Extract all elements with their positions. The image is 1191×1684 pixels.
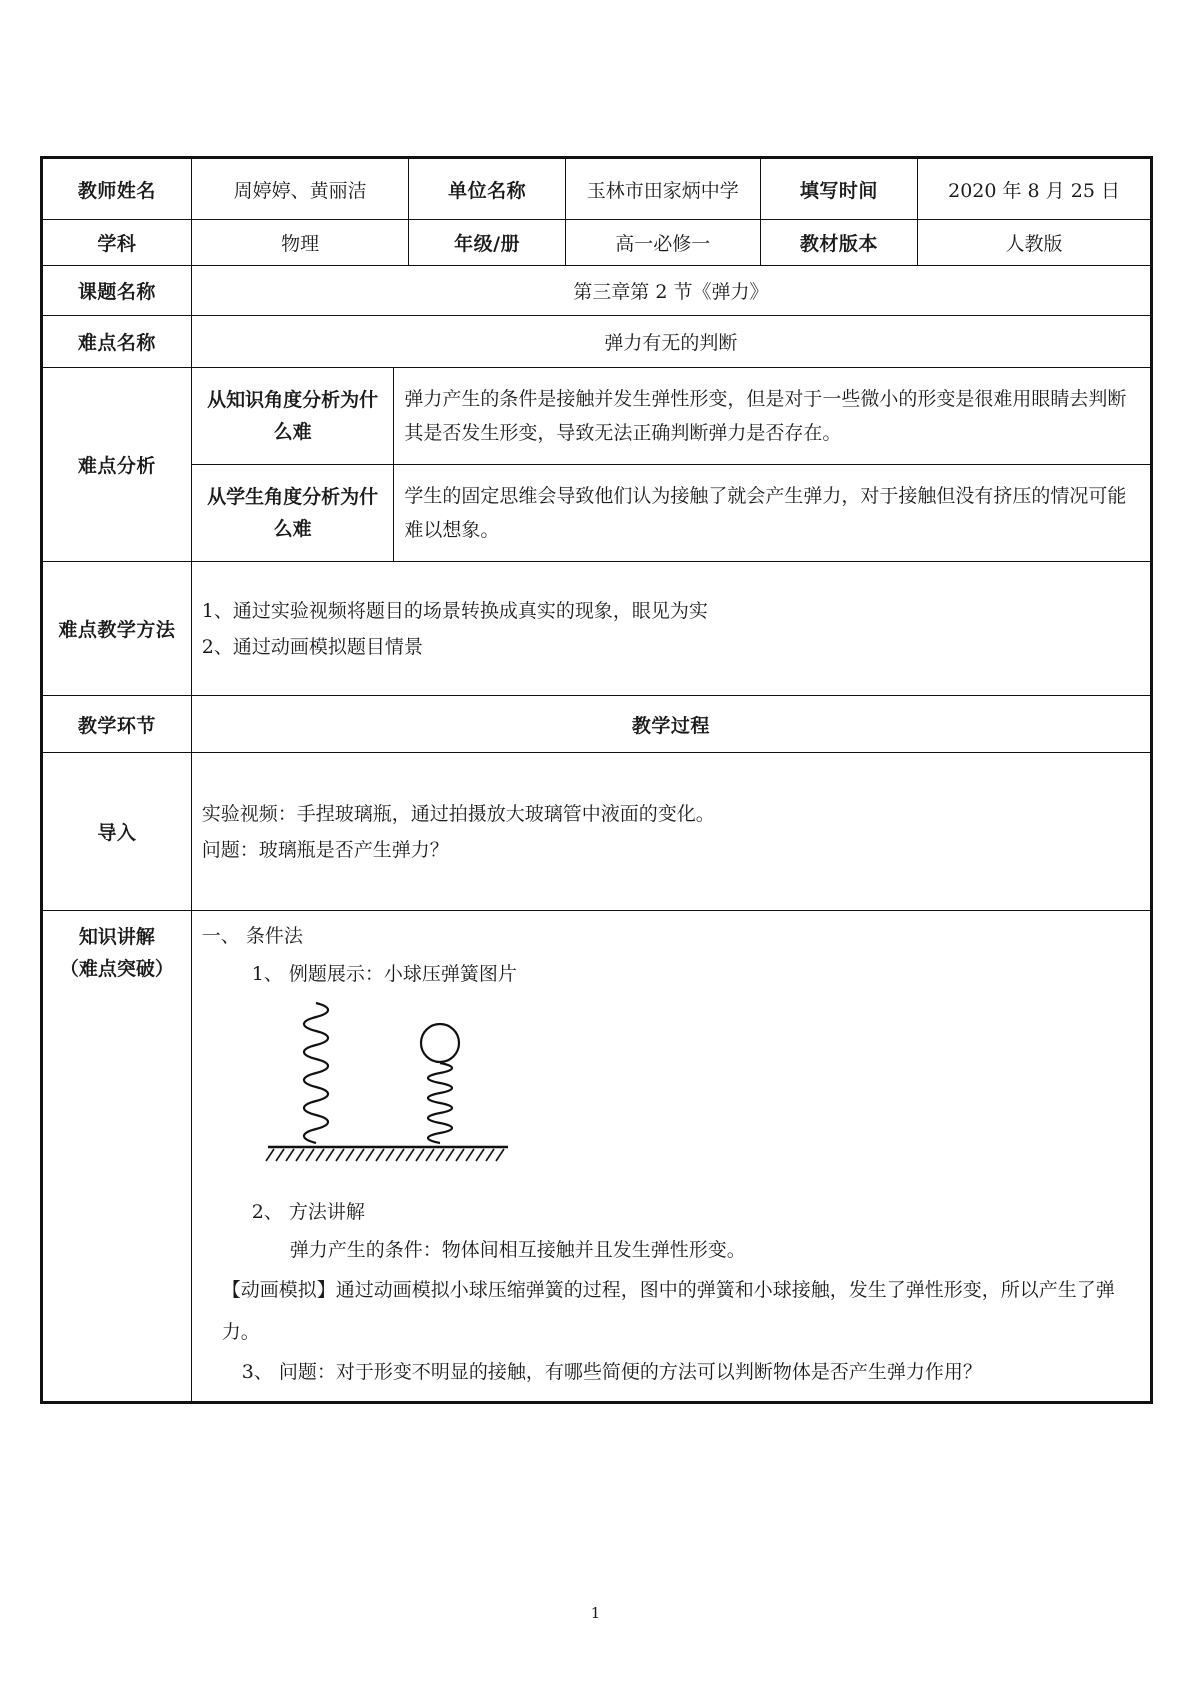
intro-row: [42, 753, 1152, 911]
example-item: 1、 例题展示：小球压弹簧图片: [251, 963, 517, 985]
method-explain-item: 2、 方法讲解: [251, 1201, 365, 1223]
spring-diagram: [260, 993, 520, 1183]
difficulty-label: 难点名称: [42, 316, 192, 368]
analysis-row-2: [42, 465, 1152, 562]
topic-row: [42, 266, 1152, 316]
question-item: 3、 问题：对于形变不明显的接触，有哪些简便的方法可以判断物体是否产生弹力作用？: [241, 1361, 982, 1383]
unit-label: 单位名称: [409, 158, 565, 220]
animation-tag: 【动画模拟】: [221, 1279, 336, 1301]
knowledge-angle-label: 从知识角度分析为什么难: [191, 368, 394, 465]
student-angle-label: 从学生角度分析为什么难: [191, 465, 394, 562]
knowledge-label-line-1: 知识讲解: [78, 926, 155, 948]
ball: [421, 1024, 459, 1062]
process-header-row: [42, 696, 1152, 753]
stage-label: 教学环节: [42, 696, 192, 753]
animation-paragraph: [202, 1269, 1140, 1353]
grade-value: 高一必修一: [565, 220, 760, 266]
condition-method-heading: 一、 条件法: [201, 925, 303, 947]
teacher-value: 周婷婷、黄丽洁: [191, 158, 409, 220]
student-angle-text: 学生的固定思维会导致他们认为接触了就会产生弹力，对于接触但没有挤压的情况可能难以想象。: [394, 465, 1152, 562]
header-row-2: [42, 220, 1152, 266]
spring-ball-figure: [202, 993, 1140, 1183]
date-value: 2020 年 8 月 25 日: [918, 158, 1152, 220]
knowledge-angle-text: 弹力产生的条件是接触并发生弹性形变，但是对于一些微小的形变是很难用眼睛去判断其是否发生形变，导致无法正确判断弹力是否存在。: [394, 368, 1152, 465]
unit-value: 玉林市田家炳中学: [565, 158, 760, 220]
date-label: 填写时间: [760, 158, 917, 220]
condition-text: 弹力产生的条件：物体间相互接触并且发生弹性形变。: [289, 1239, 746, 1261]
knowledge-content: [191, 911, 1151, 1403]
header-row-1: [42, 158, 1152, 220]
method-item-2: 2、通过动画模拟题目情景: [201, 635, 423, 658]
knowledge-label-line-2: （难点突破）: [59, 958, 174, 980]
edition-value: 人教版: [918, 220, 1152, 266]
method-label: 难点教学方法: [42, 562, 192, 696]
intro-line-1: 实验视频：手捏玻璃瓶，通过拍摄放大玻璃管中液面的变化。: [201, 802, 715, 825]
knowledge-row: [42, 911, 1152, 1403]
grade-label: 年级/册: [409, 220, 565, 266]
subject-label: 学科: [42, 220, 192, 266]
ground-hatching: [266, 1149, 504, 1161]
analysis-row-1: [42, 368, 1152, 465]
method-row: [42, 562, 1152, 696]
intro-content: [191, 753, 1151, 911]
knowledge-label: [42, 911, 192, 1403]
page-number: 1: [590, 1604, 601, 1622]
intro-line-2: 问题：玻璃瓶是否产生弹力？: [201, 838, 449, 861]
intro-label: 导入: [42, 753, 192, 911]
subject-value: 物理: [191, 220, 409, 266]
difficulty-row: [42, 316, 1152, 368]
topic-label: 课题名称: [42, 266, 192, 316]
animation-text: 通过动画模拟小球压缩弹簧的过程，图中的弹簧和小球接触，发生了弹性形变，所以产生了弹力。: [221, 1279, 1115, 1343]
difficulty-value: 弹力有无的判断: [191, 316, 1151, 368]
method-content: [191, 562, 1151, 696]
edition-label: 教材版本: [760, 220, 917, 266]
process-label: 教学过程: [191, 696, 1151, 753]
lesson-plan-table: [40, 156, 1153, 1404]
teacher-label: 教师姓名: [42, 158, 192, 220]
method-item-1: 1、通过实验视频将题目的场景转换成真实的现象，眼见为实: [201, 599, 708, 622]
topic-value: 第三章第 2 节《弹力》: [191, 266, 1151, 316]
free-spring: [304, 1003, 328, 1143]
analysis-label: 难点分析: [42, 368, 192, 562]
compressed-spring: [428, 1063, 452, 1143]
